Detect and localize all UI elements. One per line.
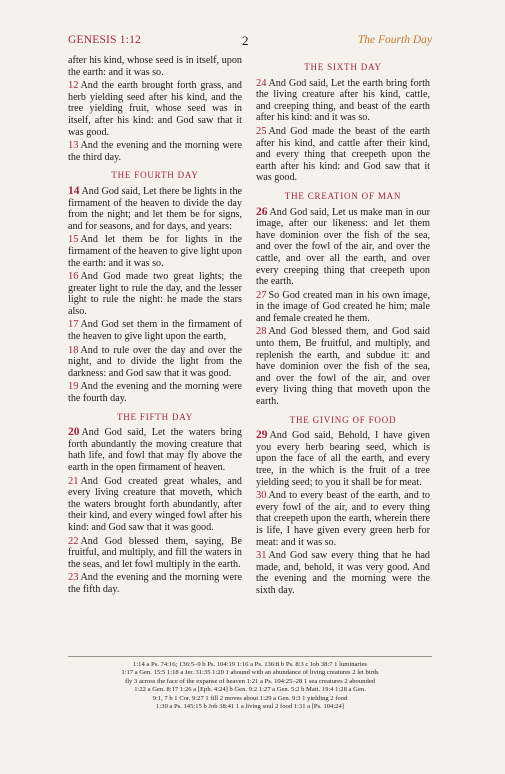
chapter-reference: GENESIS 1:12 (68, 34, 142, 46)
verse-number: 24 (256, 77, 267, 89)
verse-text: So God created man in his own image, in the image of God created he him; male and female created he them. (256, 289, 430, 324)
verse-number: 30 (256, 490, 267, 502)
verse-number: 16 (68, 271, 79, 283)
verse-number: 27 (256, 289, 267, 301)
verse-number: 22 (68, 535, 79, 547)
left-column (68, 55, 242, 598)
verse (68, 476, 242, 534)
verse (256, 430, 430, 488)
verse-text: And God said, Let the waters bring forth abundantly the moving creature that hath life, and fowl that may fly above the earth in the open firmament of heaven. (68, 427, 242, 473)
section-heading: THE SIXTH DAY (304, 62, 382, 72)
verse-text: And let them be for lights in the firmament of the heaven to give light upon the earth: and it was so. (68, 234, 242, 269)
verse-text: And God made the beast of the earth after his kind, and cattle after their kind, and every thing that creepeth upon the earth after his kind: and God saw that it was good. (256, 125, 430, 184)
verse-number: 26 (256, 205, 268, 218)
verse (68, 319, 242, 342)
verse (256, 78, 430, 124)
section-heading: THE CREATION OF MAN (284, 190, 402, 201)
verse-number: 23 (68, 572, 79, 584)
footnote-line: fly 3 across the face of the expanse of heaven 1:21 a Ps. 104:25–28 1 sea creatures 2 abounded (125, 677, 375, 685)
verse-number: 25 (256, 125, 267, 137)
footnote-line: 9:1, 7 b 1 Cor. 9:27 1 fill 2 moves about 1:29 a Gen. 9:3 1 yielding 2 food (152, 694, 348, 702)
verse-number: 17 (68, 319, 79, 331)
verse-text: And to every beast of the earth, and to every fowl of the air, and to every thing that creepeth upon the earth, wherein there is life, I have given every green herb for meat: and it was so. (256, 490, 430, 548)
footnote-line: 1:17 a Gen. 15:5 1:18 a Jer. 31:35 1:20 1 abound with an abundance of living creatures 2 let birds (121, 669, 379, 677)
verse (68, 381, 242, 404)
verse-text: And the evening and the morning were the fifth day. (68, 572, 242, 595)
verse (68, 345, 242, 380)
verse-text: And God made two great lights; the greater light to rule the day, and the lesser light to rule the night: he made the stars also. (68, 271, 242, 317)
verse (256, 126, 430, 184)
right-column (256, 55, 430, 599)
footnote-line: 1:22 a Gen. 8:17 1:26 a [Eph. 4:24] b Gen. 9:2 1:27 a Gen. 5:2 b Matt. 19:4 1:28 a Gen. (134, 686, 366, 694)
page-header (68, 34, 432, 50)
verse-text: after his kind, whose seed is in itself, upon the earth: and it was so. (68, 55, 242, 78)
footnote-line: 1:14 a Ps. 74:16; 136:5–9 b Ps. 104:19 1:16 a Ps. 136:8 b Ps. 8:3 c Job 38:7 1 luminaries (133, 661, 367, 668)
footnote-line: 1:30 a Ps. 145:15 b Job 38:41 1 a living soul 2 food 1:31 a [Ps. 104:24] (156, 703, 344, 711)
verse (68, 271, 242, 317)
verse-number: 12 (68, 80, 79, 92)
verse-number: 21 (68, 475, 79, 487)
verse (68, 536, 242, 571)
footnotes (68, 656, 432, 711)
page-number: 2 (242, 33, 249, 48)
verse-number: 28 (256, 326, 267, 338)
section-heading: THE GIVING OF FOOD (289, 414, 397, 425)
verse-text: And God said, Let us make man in our image, after our likeness: and let them have dominion over the fish of the sea, and over the fowl of the air, and over the cattle, and over all the earth, and over every creeping thing that creepeth upon the earth. (256, 206, 430, 288)
verse-text: And the evening and the morning were the fourth day. (68, 381, 242, 405)
verse (68, 55, 242, 78)
verse (68, 572, 242, 595)
verse-number: 13 (68, 140, 79, 152)
section-heading: THE FIFTH DAY (116, 411, 194, 422)
verse (68, 186, 242, 232)
verse (68, 80, 242, 138)
verse (68, 140, 242, 163)
verse-text: And God blessed them, saying, Be fruitful, and multiply, and fill the waters in the seas, and let fowl multiply in the earth. (68, 535, 242, 570)
verse-text: And God said, Let the earth bring forth the living creature after his kind, cattle, and creeping thing, and beast of the earth after his kind: and it was so. (256, 77, 430, 124)
verse (256, 550, 430, 596)
verse-text: And God saw every thing that he had made, and, behold, it was very good. And the evening and the morning were the sixth day. (256, 550, 430, 596)
verse-number: 15 (68, 234, 79, 246)
verse (256, 490, 430, 548)
verse-number: 18 (68, 344, 79, 356)
verse-text: And God set them in the firmament of the heaven to give light upon the earth, (68, 319, 242, 343)
verse (256, 326, 430, 407)
verse-text: And God created great whales, and every living creature that moveth, which the waters brought forth abundantly, after their kind, and every winged fowl after his kind: and God saw that it was good. (68, 475, 242, 533)
verse (68, 427, 242, 473)
verse-text: And the evening and the morning were the third day. (68, 140, 242, 163)
verse-text: And the earth brought forth grass, and herb yielding seed after his kind, and the tree yielding fruit, whose seed was in itself, after his kind: and God saw that it was good. (68, 80, 242, 138)
verse-number: 19 (68, 381, 79, 393)
verse-number: 20 (68, 426, 80, 439)
verse (68, 234, 242, 269)
verse-text: And God said, Let there be lights in the firmament of the heaven to divide the day from the night; and let them be for signs, and for seasons, and for days, and years: (68, 185, 242, 232)
running-title: The Fourth Day (357, 34, 432, 46)
verse-number: 29 (256, 429, 268, 442)
verse-text: And God blessed them, and God said unto them, Be fruitful, and multiply, and replenish the earth, and subdue it: and have dominion over the fish of the sea, and over the fowl of the air, and over every living thing that moveth upon the earth. (256, 326, 430, 408)
verse-text: And to rule over the day and over the night, and to divide the light from the darkness: and God saw that it was good. (68, 344, 242, 379)
verse-text: And God said, Behold, I have given you every herb bearing seed, which is upon the face of all the earth, and every tree, in the which is the fruit of a tree yielding seed; to you it shall be for meat. (256, 430, 430, 488)
verse-number: 31 (256, 550, 267, 562)
verse (256, 290, 430, 325)
verse (256, 207, 430, 288)
verse-number: 14 (68, 184, 80, 197)
section-heading: THE FOURTH DAY (111, 170, 199, 181)
